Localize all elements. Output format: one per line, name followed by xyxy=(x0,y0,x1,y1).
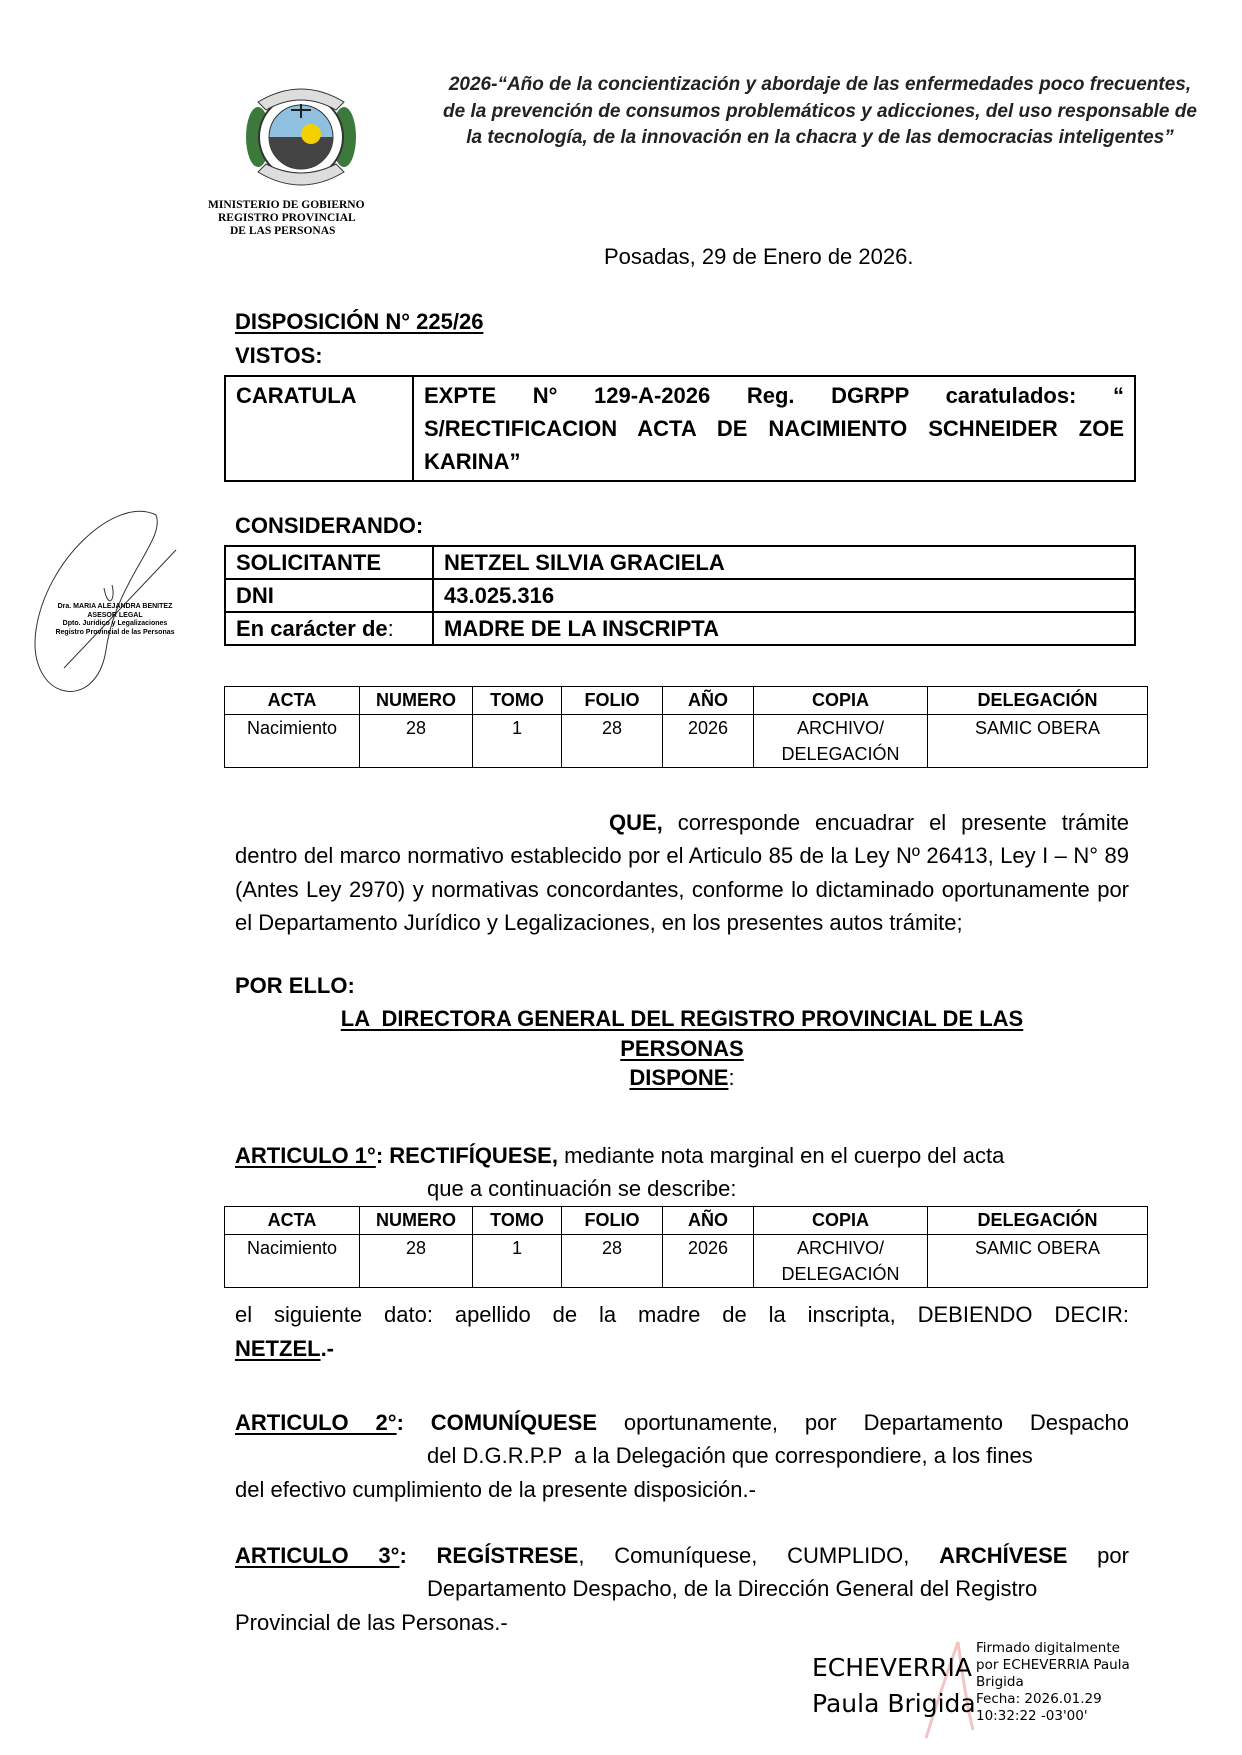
considerando-table xyxy=(224,545,1136,646)
stamp-line: Dra. MARIA ALEJANDRA BENITEZ xyxy=(57,603,173,610)
table-row xyxy=(225,546,1135,579)
signature-info-line: por ECHEVERRIA Paula xyxy=(976,1657,1130,1673)
col-header: COPIA xyxy=(754,1207,928,1235)
que-lead: QUE, xyxy=(609,810,663,835)
vistos-label: VISTOS: xyxy=(235,343,323,368)
solicitante-label: SOLICITANTE xyxy=(225,546,433,579)
table-header-row xyxy=(225,687,1148,715)
cell: SAMIC OBERA xyxy=(928,1235,1148,1288)
col-header: DELEGACIÓN xyxy=(928,687,1148,715)
col-header: DELEGACIÓN xyxy=(928,1207,1148,1235)
cell: ARCHIVO/ DELEGACIÓN xyxy=(754,1235,928,1288)
considerando-label: CONSIDERANDO: xyxy=(235,513,424,538)
articulo-1-after: el siguiente dato: apellido de la madre de la inscripta, DEBIENDO DECIR: xyxy=(235,1302,1129,1327)
col-header: AÑO xyxy=(663,1207,754,1235)
stamp-line: ASESOR LEGAL xyxy=(87,611,143,619)
caracter-prefix: En carácter xyxy=(236,615,362,641)
articulo-text: Departamento Despacho, de la Dirección General del Registro xyxy=(427,1576,1038,1602)
articulo-1-value xyxy=(235,1332,1129,1365)
articulo-lead: ARCHÍVESE xyxy=(939,1543,1068,1568)
year-motto: 2026-“Año de la concientización y abordaje de las enfermedades poco frecuentes, de la prevención de consumos problemáticos y adicciones, del uso responsable de la tecnología, de la innovación en la chacra y de las democracias inteligentes” xyxy=(443,74,1197,148)
directora-line: LA DIRECTORA GENERAL DEL REGISTRO PROVINCIAL DE LAS xyxy=(340,1006,1024,1031)
ministry-line: MINISTERIO DE GOBIERNO xyxy=(208,199,365,211)
articulo-lead: REGÍSTRESE xyxy=(436,1543,579,1568)
corrected-surname: NETZEL xyxy=(235,1336,321,1361)
cell: 2026 xyxy=(663,1235,754,1288)
col-header: COPIA xyxy=(754,687,928,715)
table-header-row xyxy=(225,1207,1148,1235)
cell: 28 xyxy=(360,715,473,768)
cell: ARCHIVO/ DELEGACIÓN xyxy=(754,715,928,768)
caracter-label xyxy=(225,612,433,645)
province-crest-icon xyxy=(236,82,366,192)
articulo-lead: COMUNÍQUESE xyxy=(430,1410,598,1435)
dispone-colon: : xyxy=(728,1065,735,1090)
dni-label: DNI xyxy=(225,579,433,612)
table-row xyxy=(225,579,1135,612)
caracter-bold: de xyxy=(361,615,388,641)
caratula-table xyxy=(224,375,1136,482)
signer-surname: ECHEVERRIA xyxy=(812,1653,972,1682)
suffix: .- xyxy=(320,1336,335,1361)
ministry-line: DE LAS PERSONAS xyxy=(230,225,336,237)
ministry-heading xyxy=(208,199,398,238)
col-header: NUMERO xyxy=(360,687,473,715)
articulo-text: oportunamente, por Departamento Despacho xyxy=(597,1410,1129,1435)
cell: 1 xyxy=(473,715,562,768)
cell: 28 xyxy=(562,1235,663,1288)
articulo-text: del efectivo cumplimiento de la presente disposición.- xyxy=(235,1476,756,1502)
articulo-3 xyxy=(235,1539,1129,1639)
que-paragraph xyxy=(235,806,1129,939)
stamp-line: Dpto. Jurídico y Legalizaciones xyxy=(62,620,168,627)
signature-info-line: Firmado digitalmente xyxy=(976,1640,1120,1656)
por-ello-label: POR ELLO: xyxy=(235,973,355,998)
directora-line: PERSONAS xyxy=(620,1036,744,1061)
cell: 1 xyxy=(473,1235,562,1288)
articulo-label: ARTICULO 1° xyxy=(235,1143,376,1168)
signature-info-line: Fecha: 2026.01.29 xyxy=(976,1691,1102,1707)
articulo-lead: RECTIFÍQUESE, xyxy=(389,1143,558,1168)
col-header: ACTA xyxy=(225,1207,360,1235)
articulo-text: , Comuníquese, CUMPLIDO, xyxy=(578,1543,940,1568)
cell: Nacimiento xyxy=(225,1235,360,1288)
acta-table xyxy=(224,686,1148,768)
col-header: TOMO xyxy=(473,687,562,715)
que-text: corresponde encuadrar el presente trámite dentro del marco normativo establecido por el Articulo 85 de la Ley Nº 26413, Ley I – N° 89 (Antes Ley 2970) y normativas concordantes, conforme lo dictaminado oportunamente por el Departamento Jurídico y Legalizaciones, en los presentes autos trámite; xyxy=(235,810,1129,935)
table-row xyxy=(225,715,1148,768)
articulo-text: Provincial de las Personas.- xyxy=(235,1609,508,1635)
caracter-suffix: : xyxy=(387,615,394,641)
ministry-line: REGISTRO PROVINCIAL xyxy=(218,212,356,224)
digital-signature-info xyxy=(976,1640,1130,1725)
directora-heading xyxy=(235,1006,1129,1091)
articulo-label: ARTICULO 2° xyxy=(235,1410,397,1435)
articulo-2 xyxy=(235,1406,1129,1506)
signature-info-line: Brigida xyxy=(976,1674,1024,1690)
solicitante-value: NETZEL SILVIA GRACIELA xyxy=(433,546,1135,579)
col-header: FOLIO xyxy=(562,687,663,715)
articulo-text: del D.G.R.P.P a la Delegación que correspondiere, a los fines xyxy=(427,1443,1033,1469)
acta-table-articulo-1 xyxy=(224,1206,1148,1288)
dni-value: 43.025.316 xyxy=(433,579,1135,612)
legal-advisor-stamp xyxy=(55,603,175,637)
caracter-value: MADRE DE LA INSCRIPTA xyxy=(433,612,1135,645)
col-header: NUMERO xyxy=(360,1207,473,1235)
cell: SAMIC OBERA xyxy=(928,715,1148,768)
table-row xyxy=(225,1235,1148,1288)
articulo-colon: : xyxy=(396,1410,404,1435)
col-header: AÑO xyxy=(663,687,754,715)
table-row xyxy=(225,612,1135,645)
caratula-value: EXPTE N° 129-A-2026 Reg. DGRPP caratulados: “ S/RECTIFICACION ACTA DE NACIMIENTO SCHNEIDER ZOE KARINA” xyxy=(413,376,1135,481)
cell: 28 xyxy=(360,1235,473,1288)
col-header: TOMO xyxy=(473,1207,562,1235)
cell: 28 xyxy=(562,715,663,768)
articulo-colon: : xyxy=(375,1143,384,1168)
disposicion-number: DISPOSICIÓN N° 225/26 xyxy=(235,309,484,334)
cell: Nacimiento xyxy=(225,715,360,768)
articulo-label: ARTICULO 3° xyxy=(235,1543,400,1568)
caratula-label: CARATULA xyxy=(225,376,413,481)
dispone-label: DISPONE xyxy=(629,1065,729,1090)
articulo-1 xyxy=(235,1139,1129,1206)
signature-info-line: 10:32:22 -03'00' xyxy=(976,1708,1088,1724)
articulo-text: por xyxy=(1067,1543,1129,1568)
articulo-text: que a continuación se describe: xyxy=(427,1176,737,1202)
signer-given-name: Paula Brigida xyxy=(812,1689,976,1718)
articulo-text: mediante nota marginal en el cuerpo del acta xyxy=(557,1143,1005,1168)
stamp-line: Registro Provincial de las Personas xyxy=(55,628,175,636)
cell: 2026 xyxy=(663,715,754,768)
document-date: Posadas, 29 de Enero de 2026. xyxy=(604,244,914,269)
articulo-colon: : xyxy=(399,1543,407,1568)
digital-signature-name xyxy=(812,1650,976,1722)
col-header: FOLIO xyxy=(562,1207,663,1235)
col-header: ACTA xyxy=(225,687,360,715)
